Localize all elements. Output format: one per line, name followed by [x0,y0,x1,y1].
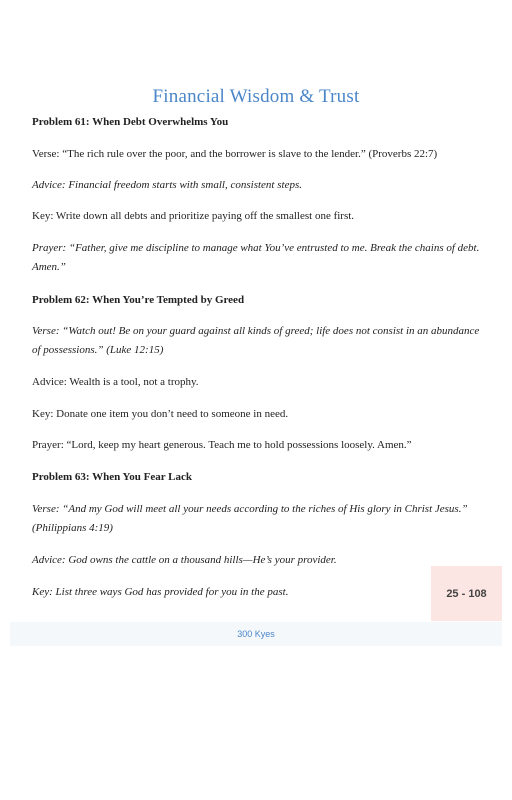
page-range-badge: 25 - 108 [431,566,502,621]
problem-63-advice: Advice: God owns the cattle on a thousand hills—He’s your provider. [32,554,337,566]
problem-61-heading: Problem 61: When Debt Overwhelms You [32,116,229,128]
footer-link[interactable]: 300 Kyes [237,629,275,639]
page-title: Financial Wisdom & Trust [152,86,360,107]
problem-62-key: Key: Donate one item you don’t need to someone in need. [32,408,289,420]
problem-62-advice: Advice: Wealth is a tool, not a trophy. [32,376,199,388]
problem-63-key: Key: List three ways God has provided for you in the past. [32,586,289,598]
problem-61-prayer: Prayer: “Father, give me discipline to manage what You’ve entrusted to me. Break the chains of debt. Amen.” [32,242,480,273]
problem-61-advice: Advice: Financial freedom starts with small, consistent steps. [32,179,302,191]
problem-63-verse: Verse: “And my God will meet all your needs according to the riches of His glory in Christ Jesus.” (Philippians 4:19) [32,503,468,534]
problem-61-verse: Verse: “The rich rule over the poor, and the borrower is slave to the lender.” (Proverbs 22:7) [32,148,438,160]
footer-bar [10,622,502,646]
problem-62-prayer: Prayer: “Lord, keep my heart generous. Teach me to hold possessions loosely. Amen.” [32,439,412,451]
problem-62-verse: Verse: “Watch out! Be on your guard against all kinds of greed; life does not consist in an abundance of possessions.” (Luke 12:15) [32,325,480,356]
problem-61-key: Key: Write down all debts and prioritize paying off the smallest one first. [32,210,355,222]
problem-63-heading: Problem 63: When You Fear Lack [32,471,193,483]
problem-62-heading: Problem 62: When You’re Tempted by Greed [32,294,245,306]
